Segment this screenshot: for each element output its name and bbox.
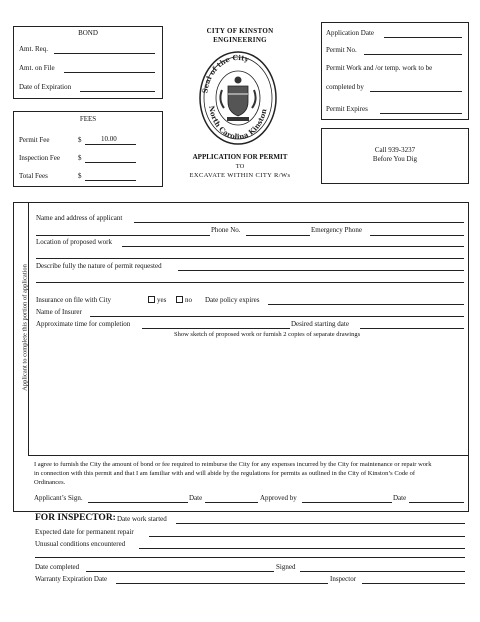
permit-fee-label: Permit Fee: [19, 136, 50, 144]
date-work-started-label: Date work started: [117, 515, 167, 523]
inspection-fee-currency: $: [78, 154, 82, 162]
fees-box: [13, 111, 163, 187]
insurance-no-option[interactable]: [174, 296, 192, 304]
desired-start-label: Desired starting date: [291, 320, 349, 328]
permit-fee-field[interactable]: [85, 144, 136, 145]
date-completed-label: Date completed: [35, 563, 80, 571]
signed-field[interactable]: [300, 571, 465, 572]
sketch-area[interactable]: [36, 341, 464, 451]
signed-label: Signed: [276, 563, 296, 571]
bond-title: BOND: [78, 29, 98, 37]
expected-date-field[interactable]: [149, 536, 465, 537]
date-of-expiration-label: Date of Expiration: [19, 83, 72, 91]
permit-expires-field[interactable]: [380, 113, 462, 114]
describe-field-2[interactable]: [36, 282, 464, 283]
svg-text:North Carolina Kinston: North Carolina Kinston: [207, 105, 269, 142]
fees-title: FEES: [79, 115, 97, 123]
bond-box: [13, 26, 163, 99]
agreement-line-1: I agree to furnish the City the amount of bond or fee required to reimburse the City for any expenses incurred by the City for maintenance or repair work: [34, 461, 432, 468]
approx-time-label: Approximate time for completion: [36, 320, 131, 328]
inspector-field[interactable]: [362, 583, 465, 584]
sketch-note: Show sketch of proposed work or furnish 2 copies of separate drawings: [174, 331, 361, 338]
amt-on-file-field[interactable]: [64, 72, 155, 73]
permit-fee-value: 10.00: [101, 135, 117, 143]
sign-date-label: Date: [189, 494, 203, 502]
insurance-yes-option[interactable]: [146, 296, 166, 304]
date-completed-field[interactable]: [86, 571, 274, 572]
date-policy-expires-field[interactable]: [268, 304, 464, 305]
approved-by-label: Approved by: [260, 494, 297, 502]
total-fees-field[interactable]: [85, 180, 136, 181]
application-subtitle: EXCAVATE WITHIN CITY R/Ws: [189, 172, 291, 179]
permit-no-field[interactable]: [364, 54, 462, 55]
name-address-field[interactable]: [134, 222, 464, 223]
amt-on-file-label: Amt. on File: [19, 64, 55, 72]
approval-date-field[interactable]: [409, 502, 464, 503]
agreement-line-2: in connection with this permit and that I am familiar with and will abide by the regulations for permits as outlined in the City of Kinston’s Code of: [34, 470, 416, 477]
inspection-fee-field[interactable]: [85, 162, 136, 163]
address-line-2[interactable]: [36, 235, 210, 236]
applicant-sign-label: Applicant’s Sign.: [34, 494, 83, 502]
agreement-divider: [28, 455, 468, 456]
emergency-phone-label: Emergency Phone: [311, 226, 362, 234]
date-policy-expires-label: Date policy expires: [205, 296, 260, 304]
name-of-insurer-field[interactable]: [90, 316, 464, 317]
amt-req-label: Amt. Req.: [19, 45, 48, 53]
no-checkbox[interactable]: [176, 296, 183, 303]
inspector-heading: FOR INSPECTOR:: [35, 513, 116, 523]
expected-date-label: Expected date for permanent repair: [35, 528, 134, 536]
svg-text:Seal of the City: Seal of the City: [200, 52, 251, 94]
total-fees-currency: $: [78, 172, 82, 180]
total-fees-label: Total Fees: [19, 172, 48, 180]
date-work-started-field[interactable]: [176, 523, 465, 524]
insurance-label: Insurance on file with City: [36, 296, 112, 304]
permit-work-label-line1: Permit Work and /or temp. work to be: [326, 64, 433, 72]
yes-checkbox[interactable]: [148, 296, 155, 303]
permit-fee-currency: $: [78, 136, 82, 144]
date-of-expiration-field[interactable]: [80, 91, 155, 92]
describe-field[interactable]: [178, 270, 464, 271]
city-seal-icon: [198, 50, 278, 146]
sign-date-field[interactable]: [205, 502, 258, 503]
inspection-fee-label: Inspection Fee: [19, 154, 61, 162]
location-label: Location of proposed work: [36, 238, 113, 246]
city-name: CITY OF KINSTON: [206, 27, 274, 35]
call-number: Call 939-3237: [374, 146, 416, 154]
application-title: APPLICATION FOR PERMIT: [192, 153, 288, 161]
emergency-phone-field[interactable]: [370, 235, 464, 236]
name-of-insurer-label: Name of Insurer: [36, 308, 82, 316]
completed-by-field[interactable]: [370, 91, 462, 92]
applicant-side-label: Applicant to complete this portion of application: [21, 264, 29, 391]
phone-no-label: Phone No.: [211, 226, 241, 234]
application-date-field[interactable]: [384, 37, 462, 38]
department-name: ENGINEERING: [213, 36, 267, 44]
application-to: TO: [235, 163, 245, 170]
applicant-sign-field[interactable]: [88, 502, 188, 503]
warranty-expiration-label: Warranty Expiration Date: [35, 575, 108, 583]
approval-date-label: Date: [393, 494, 407, 502]
approved-by-field[interactable]: [302, 502, 392, 503]
describe-label: Describe fully the nature of permit requested: [36, 262, 162, 270]
no-label: no: [185, 296, 192, 304]
permit-info-box: [321, 22, 469, 120]
unusual-conditions-label: Unusual conditions encountered: [35, 540, 126, 548]
approx-time-field[interactable]: [142, 328, 290, 329]
inspector-label: Inspector: [330, 575, 357, 583]
unusual-conditions-field[interactable]: [139, 548, 465, 549]
location-field[interactable]: [122, 246, 464, 247]
call-before-dig: Before You Dig: [372, 155, 418, 163]
permit-expires-label: Permit Expires: [326, 105, 368, 113]
call-box: [321, 128, 469, 184]
yes-label: yes: [157, 296, 167, 304]
permit-no-label: Permit No.: [326, 46, 357, 54]
location-field-2[interactable]: [36, 258, 464, 259]
application-date-label: Application Date: [326, 29, 375, 37]
desired-start-field[interactable]: [360, 328, 464, 329]
agreement-line-3: Ordinances.: [34, 479, 66, 486]
name-address-label: Name and address of applicant: [36, 214, 123, 222]
warranty-expiration-field[interactable]: [116, 583, 328, 584]
permit-work-label-line2: completed by: [326, 83, 364, 91]
applicant-section: [13, 202, 469, 512]
unusual-conditions-field-2[interactable]: [35, 557, 465, 558]
amt-req-field[interactable]: [54, 53, 155, 54]
phone-no-field[interactable]: [246, 235, 310, 236]
